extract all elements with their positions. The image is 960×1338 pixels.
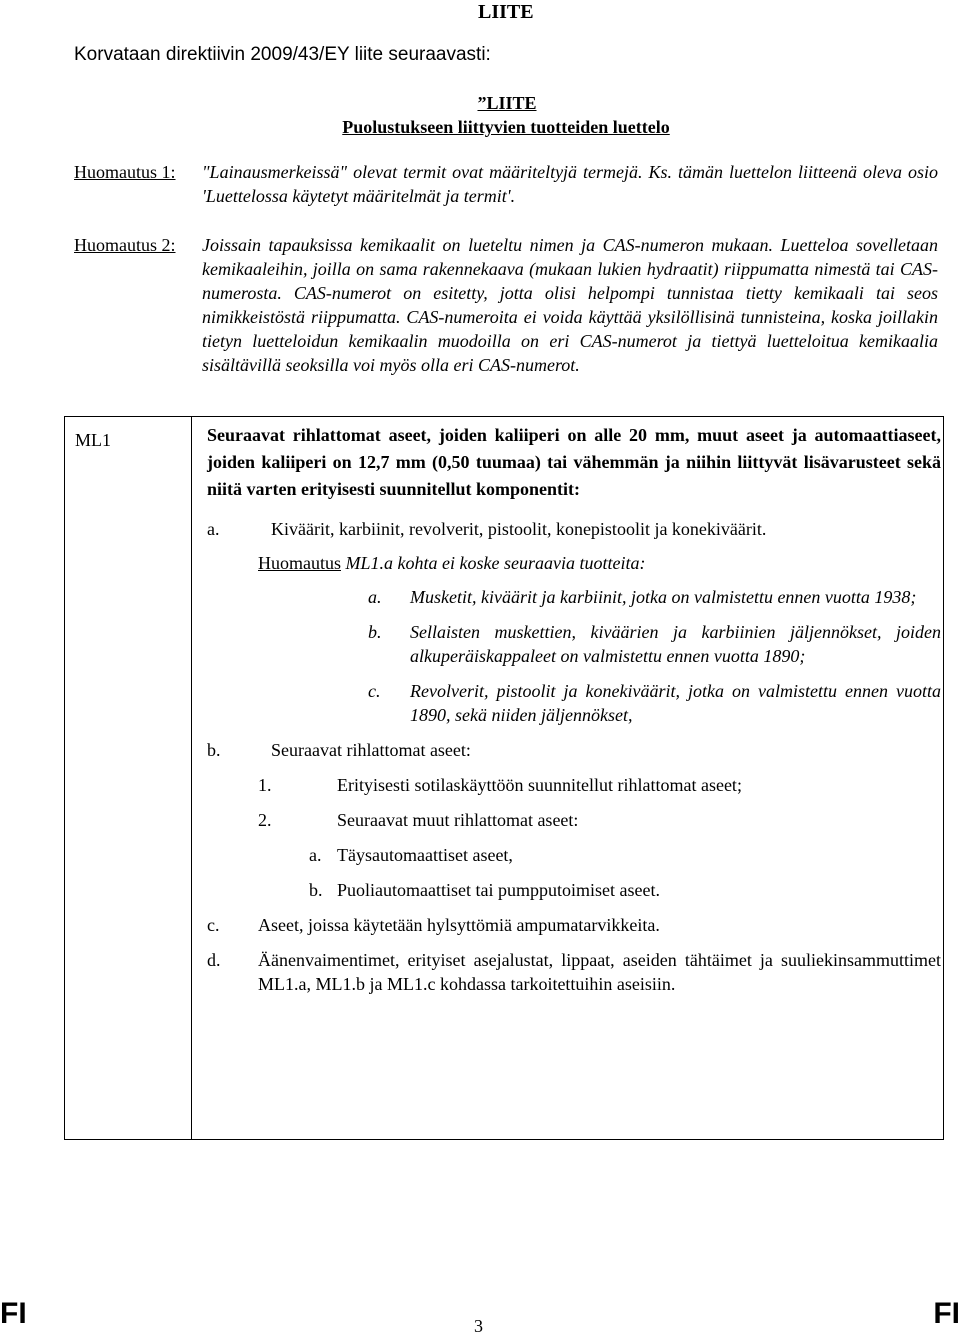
numbered-item bbox=[258, 808, 941, 832]
ml1-item-b bbox=[207, 738, 941, 762]
ml1-note-text: ML1.a kohta ei koske seuraavia tuotteita: bbox=[341, 553, 646, 573]
exclusion-letter: a. bbox=[368, 587, 382, 607]
exclusion-item bbox=[368, 620, 941, 668]
ml1-note-label: Huomautus bbox=[258, 553, 341, 573]
ml1-code: ML1 bbox=[75, 430, 111, 450]
ml1-column-divider bbox=[191, 416, 192, 1140]
ml1-item-b-sublist bbox=[258, 773, 941, 832]
ml1-item-b2-sublist bbox=[309, 843, 941, 902]
ml1-item-b-letter: b. bbox=[207, 740, 221, 760]
lettered-item-letter: b. bbox=[309, 880, 323, 900]
ml1-item-d-letter: d. bbox=[207, 950, 221, 970]
annex-title: ”LIITE bbox=[477, 93, 537, 113]
ml1-item-d-text: Äänenvaimentimet, erityiset asejalustat, lippaat, aseiden tähtäimet ja suuliekinsammuttimet ML1.a, ML1.b ja ML1.c kohdassa tarkoitettuihin aseisiin. bbox=[258, 950, 941, 994]
lettered-item bbox=[309, 843, 941, 867]
ml1-item-c-letter: c. bbox=[207, 915, 220, 935]
ml1-item-c bbox=[207, 913, 941, 937]
ml1-exclusions-list bbox=[368, 585, 941, 727]
numbered-item-number: 1. bbox=[258, 775, 272, 795]
exclusion-text: Revolverit, pistoolit ja konekiväärit, jotka on valmistettu ennen vuotta 1890, sekä niiden jäljennökset, bbox=[410, 681, 941, 725]
lettered-item-text: Puoliautomaattiset tai pumpputoimiset aseet. bbox=[337, 880, 660, 900]
note-2-label: Huomautus 2: bbox=[74, 235, 176, 255]
ml1-content bbox=[207, 422, 941, 996]
exclusion-text: Sellaisten muskettien, kiväärien ja karbiinien jäljennökset, joiden alkuperäiskappaleet on valmistettu ennen vuotta 1890; bbox=[410, 622, 941, 666]
numbered-item-text: Seuraavat muut rihlattomat aseet: bbox=[337, 810, 579, 830]
ml1-item-d bbox=[207, 948, 941, 996]
ml1-item-a-letter: a. bbox=[207, 519, 220, 539]
annex-title-block bbox=[0, 91, 960, 139]
note-1 bbox=[74, 160, 938, 208]
note-1-label: Huomautus 1: bbox=[74, 162, 176, 182]
ml1-item-a-text: Kiväärit, karbiinit, revolverit, pistoolit, konepistoolit ja konekiväärit. bbox=[271, 519, 767, 539]
footer-language-right: FI bbox=[933, 1297, 960, 1330]
note-2-text: Joissain tapauksissa kemikaalit on lueteltu nimen ja CAS-numeron mukaan. Luetteloa sovelletaan kemikaaleihin, joilla on sama rakennekaava (mukaan lukien hydraatit) riippumatta nimestä tai CAS-numerosta. CAS-numerot on esitetty, jotta olisi helpompi tunnistaa tietty kemikaali tai seos nimikkeistöstä riippumatta. CAS-numeroita ei voida käyttää yksilöllisinä tunnisteina, koska joillakin tietyn luetteloidun kemikaalin muodoilla on eri CAS-numerot ja tiettyä luetteloitua kemikaalia sisältävillä seoksilla voi myös olla eri CAS-numerot. bbox=[202, 235, 938, 375]
footer-language-left: FI bbox=[0, 1297, 27, 1330]
ml1-item-c-text: Aseet, joissa käytetään hylsyttömiä ampumatarvikkeita. bbox=[258, 915, 660, 935]
exclusion-letter: c. bbox=[368, 681, 381, 701]
ml1-item-a bbox=[207, 517, 941, 541]
numbered-item bbox=[258, 773, 941, 797]
ml1-note bbox=[207, 551, 941, 575]
annex-header-title: LIITE bbox=[478, 1, 534, 23]
exclusion-letter: b. bbox=[368, 622, 382, 642]
lettered-item-text: Täysautomaattiset aseet, bbox=[337, 845, 513, 865]
exclusion-item bbox=[368, 679, 941, 727]
annex-subtitle: Puolustukseen liittyvien tuotteiden luettelo bbox=[342, 117, 670, 137]
numbered-item-number: 2. bbox=[258, 810, 272, 830]
intro-sentence: Korvataan direktiivin 2009/43/EY liite seuraavasti: bbox=[74, 44, 491, 65]
ml1-intro: Seuraavat rihlattomat aseet, joiden kaliiperi on alle 20 mm, muut aseet ja automaattiaseet, joiden kaliiperi on 12,7 mm (0,50 tuumaa) tai vähemmän ja niihin liittyvät lisävarusteet sekä niitä varten erityisesti suunnitellut komponentit: bbox=[207, 425, 941, 499]
lettered-item-letter: a. bbox=[309, 845, 322, 865]
note-1-text: "Lainausmerkeissä" olevat termit ovat määriteltyjä termejä. Ks. tämän luettelon liitteenä oleva osio 'Luettelossa käytetyt määritelmät ja termit'. bbox=[202, 162, 938, 206]
exclusion-text: Musketit, kiväärit ja karbiinit, jotka on valmistettu ennen vuotta 1938; bbox=[410, 587, 917, 607]
lettered-item bbox=[309, 878, 941, 902]
note-2 bbox=[74, 233, 938, 377]
numbered-item-text: Erityisesti sotilaskäyttöön suunnitellut rihlattomat aseet; bbox=[337, 775, 742, 795]
page-number: 3 bbox=[474, 1316, 483, 1336]
exclusion-item bbox=[368, 585, 941, 609]
ml1-item-b-text: Seuraavat rihlattomat aseet: bbox=[271, 740, 471, 760]
